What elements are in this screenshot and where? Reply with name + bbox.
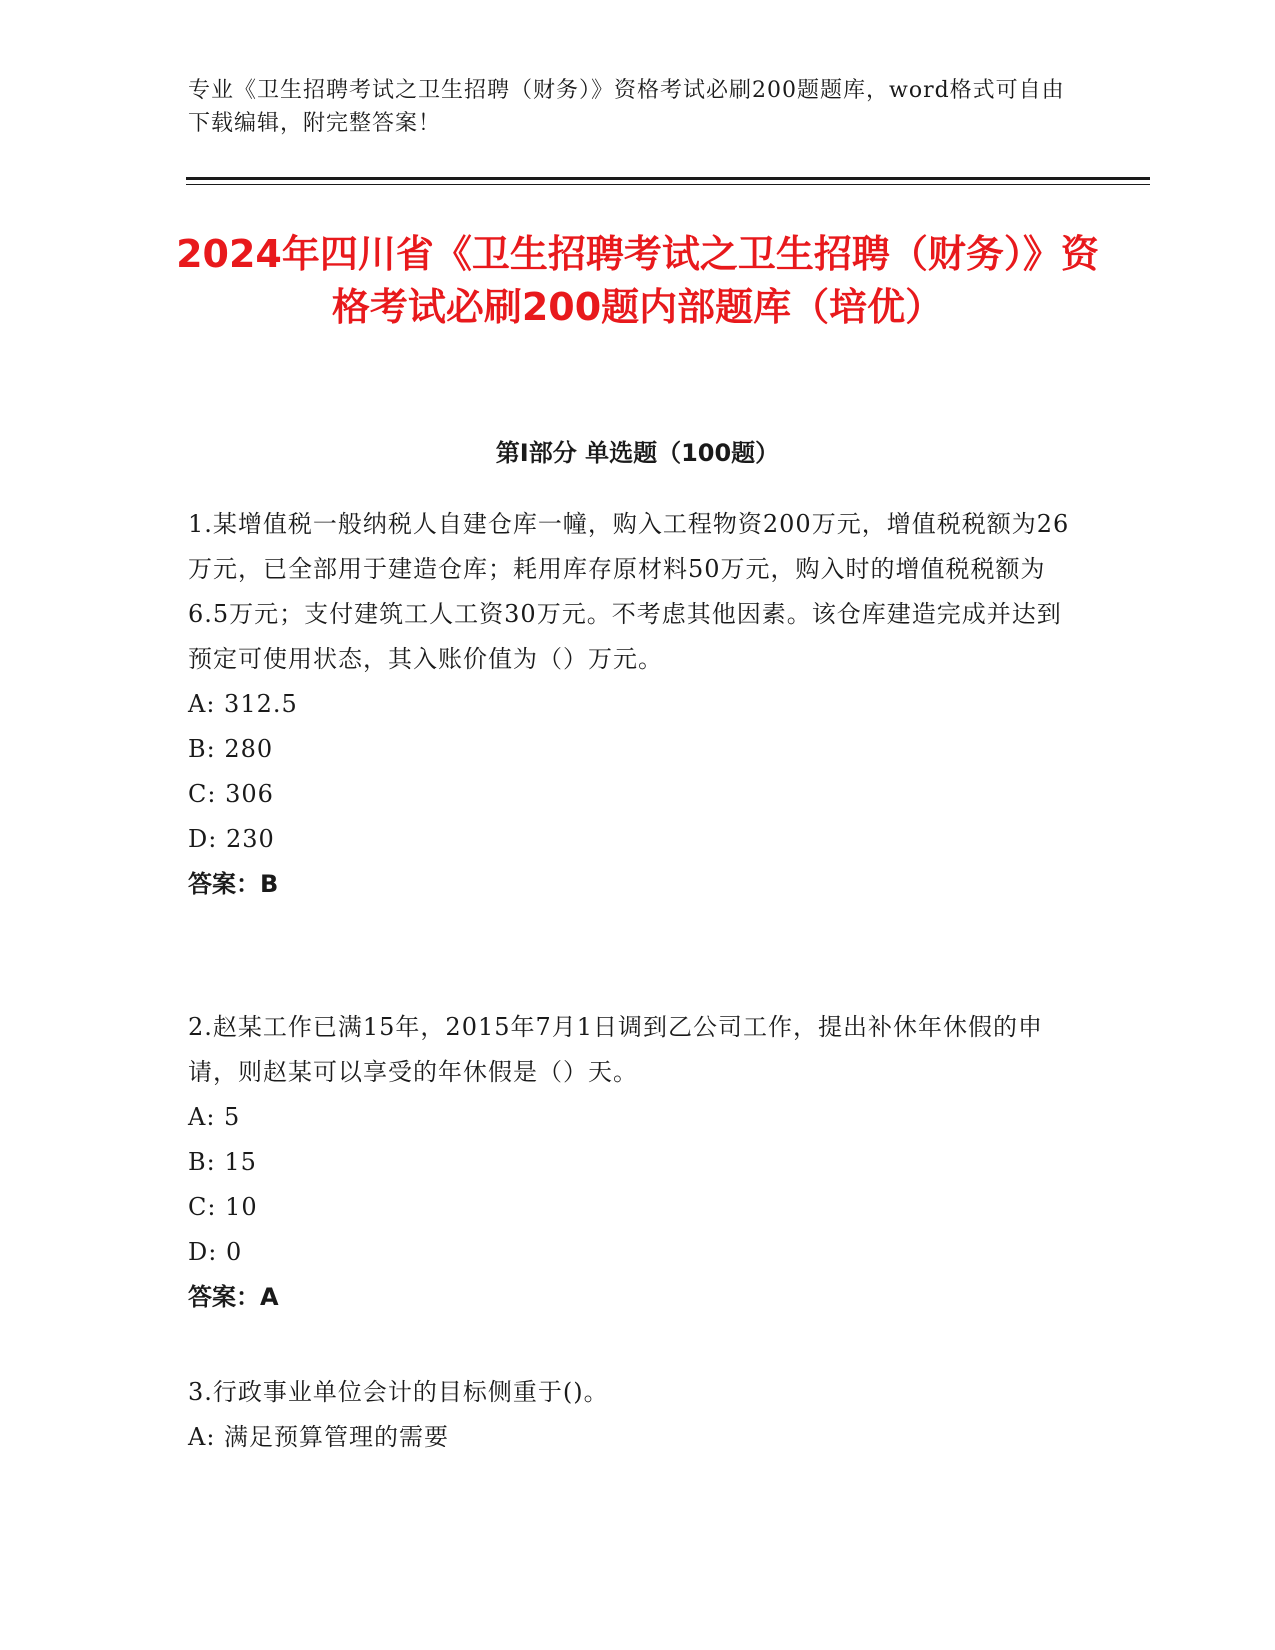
option-b: B: 280 [188, 735, 274, 763]
header-divider-thick [186, 177, 1150, 180]
option-a: A: 312.5 [188, 690, 298, 718]
answer: 答案：B [188, 870, 279, 898]
question-1 [188, 502, 1078, 906]
document-title: 2024年四川省《卫生招聘考试之卫生招聘（财务）》资格考试必刷200题内部题库（培优） [176, 232, 1099, 329]
option-a: A: 5 [188, 1103, 241, 1131]
option-b: B: 15 [188, 1148, 257, 1176]
option-c: C: 306 [188, 780, 274, 808]
option-d: D: 230 [188, 825, 275, 853]
section-title: 第I部分 单选题（100题） [495, 439, 780, 467]
option-a: A: 满足预算管理的需要 [188, 1423, 450, 1451]
question-3 [188, 1370, 1078, 1460]
question-stem: 1.某增值税一般纳税人自建仓库一幢，购入工程物资200万元，增值税税额为26万元，已全部用于建造仓库；耗用库存原材料50万元，购入时的增值税税额为6.5万元；支付建筑工人工资30万元。不考虑其他因素。该仓库建造完成并达到预定可使用状态，其入账价值为（）万元。 [188, 510, 1070, 673]
question-stem: 2.赵某工作已满15年，2015年7月1日调到乙公司工作，提出补休年休假的申请，则赵某可以享受的年休假是（）天。 [188, 1013, 1044, 1086]
header-note: 专业《卫生招聘考试之卫生招聘（财务）》资格考试必刷200题题库，word格式可自由下载编辑，附完整答案！ [188, 78, 1065, 136]
option-d: D: 0 [188, 1238, 243, 1266]
question-2 [188, 1005, 1078, 1319]
answer: 答案：A [188, 1283, 279, 1311]
question-stem: 3.行政事业单位会计的目标侧重于()。 [188, 1378, 609, 1406]
header-divider-thin [186, 184, 1150, 185]
option-c: C: 10 [188, 1193, 258, 1221]
